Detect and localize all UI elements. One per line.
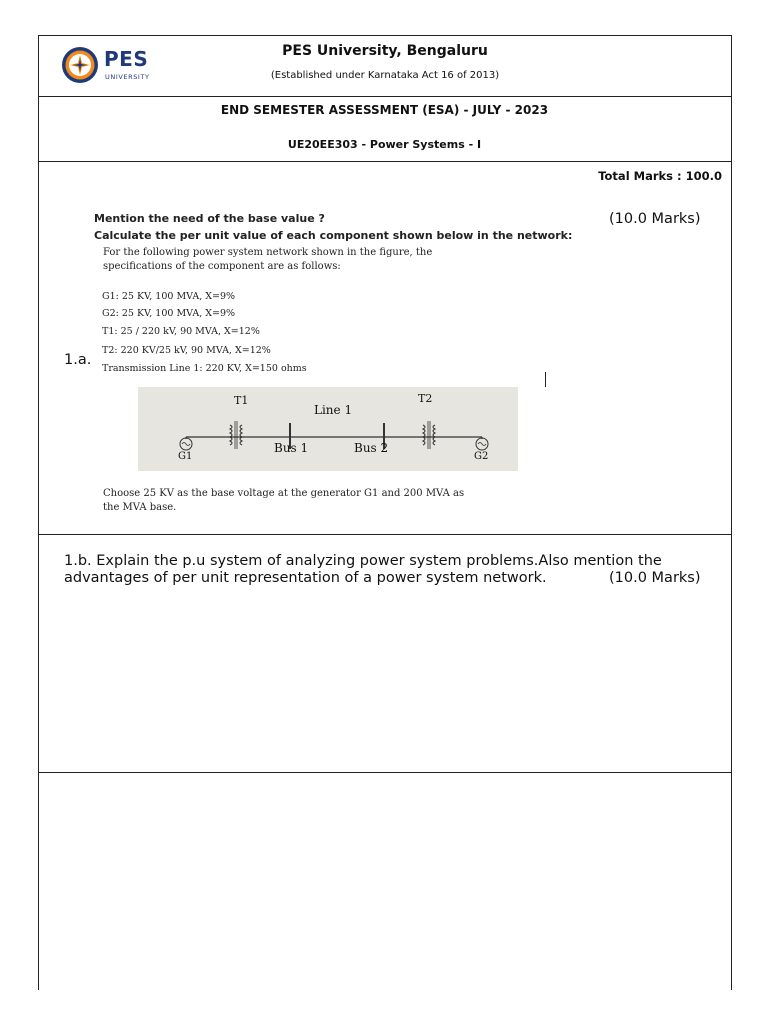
diagram-label-g2: G2 [474,451,489,462]
logo-subtext: UNIVERSITY [105,73,150,81]
component-spec: G2: 25 KV, 100 MVA, X=9% [102,308,236,319]
question-footer: Choose 25 KV as the base voltage at the generator G1 and 200 MVA as [103,488,465,499]
divider [38,534,731,535]
divider [38,161,731,162]
component-spec: G1: 25 KV, 100 MVA, X=9% [102,291,236,302]
question-intro: specifications of the component are as follows: [103,261,341,272]
question-intro: For the following power system network shown in the figure, the [103,247,433,258]
network-diagram [138,387,518,471]
logo-text: PES [104,47,149,71]
total-marks: Total Marks : 100.0 [598,169,722,183]
diagram-label-line: Line 1 [314,403,353,417]
divider [38,35,731,36]
component-spec: T2: 220 KV/25 kV, 90 MVA, X=12% [102,345,271,356]
question-1b-line: 1.b. Explain the p.u system of analyzing power system problems.Also mention the [64,553,662,569]
question-1b [64,553,714,587]
transformer-icon [423,421,435,449]
university-name: PES University, Bengaluru [282,43,488,59]
text-cursor [545,372,546,387]
compass-logo-icon [60,45,100,85]
question-marks: (10.0 Marks) [609,570,701,586]
divider [38,772,731,773]
question-marks: (10.0 Marks) [609,211,701,227]
course-title: UE20EE303 - Power Systems - I [287,138,482,151]
network-diagram-svg [138,387,518,471]
question-line: Calculate the per unit value of each component shown below in the network: [94,229,573,242]
diagram-label-bus1: Bus 1 [274,441,309,455]
diagram-label-t1: T1 [234,394,249,407]
exam-title: END SEMESTER ASSESSMENT (ESA) - JULY - 2023 [220,103,549,117]
question-image [92,207,572,525]
question-1b-line: advantages of per unit representation of a power system network. [64,570,547,586]
diagram-label-g1: G1 [178,451,193,462]
question-number: 1.a. [64,352,92,368]
diagram-label-bus2: Bus 2 [354,441,389,455]
diagram-label-t2: T2 [418,392,433,405]
component-spec: T1: 25 / 220 kV, 90 MVA, X=12% [102,326,260,337]
transformer-icon [230,421,242,449]
divider [38,96,731,97]
component-spec: Transmission Line 1: 220 KV, X=150 ohms [102,363,307,374]
university-logo [60,45,160,85]
question-footer: the MVA base. [103,502,177,513]
question-line: Mention the need of the base value ? [94,212,325,225]
establishment-note: (Established under Karnataka Act 16 of 2013) [270,70,500,81]
